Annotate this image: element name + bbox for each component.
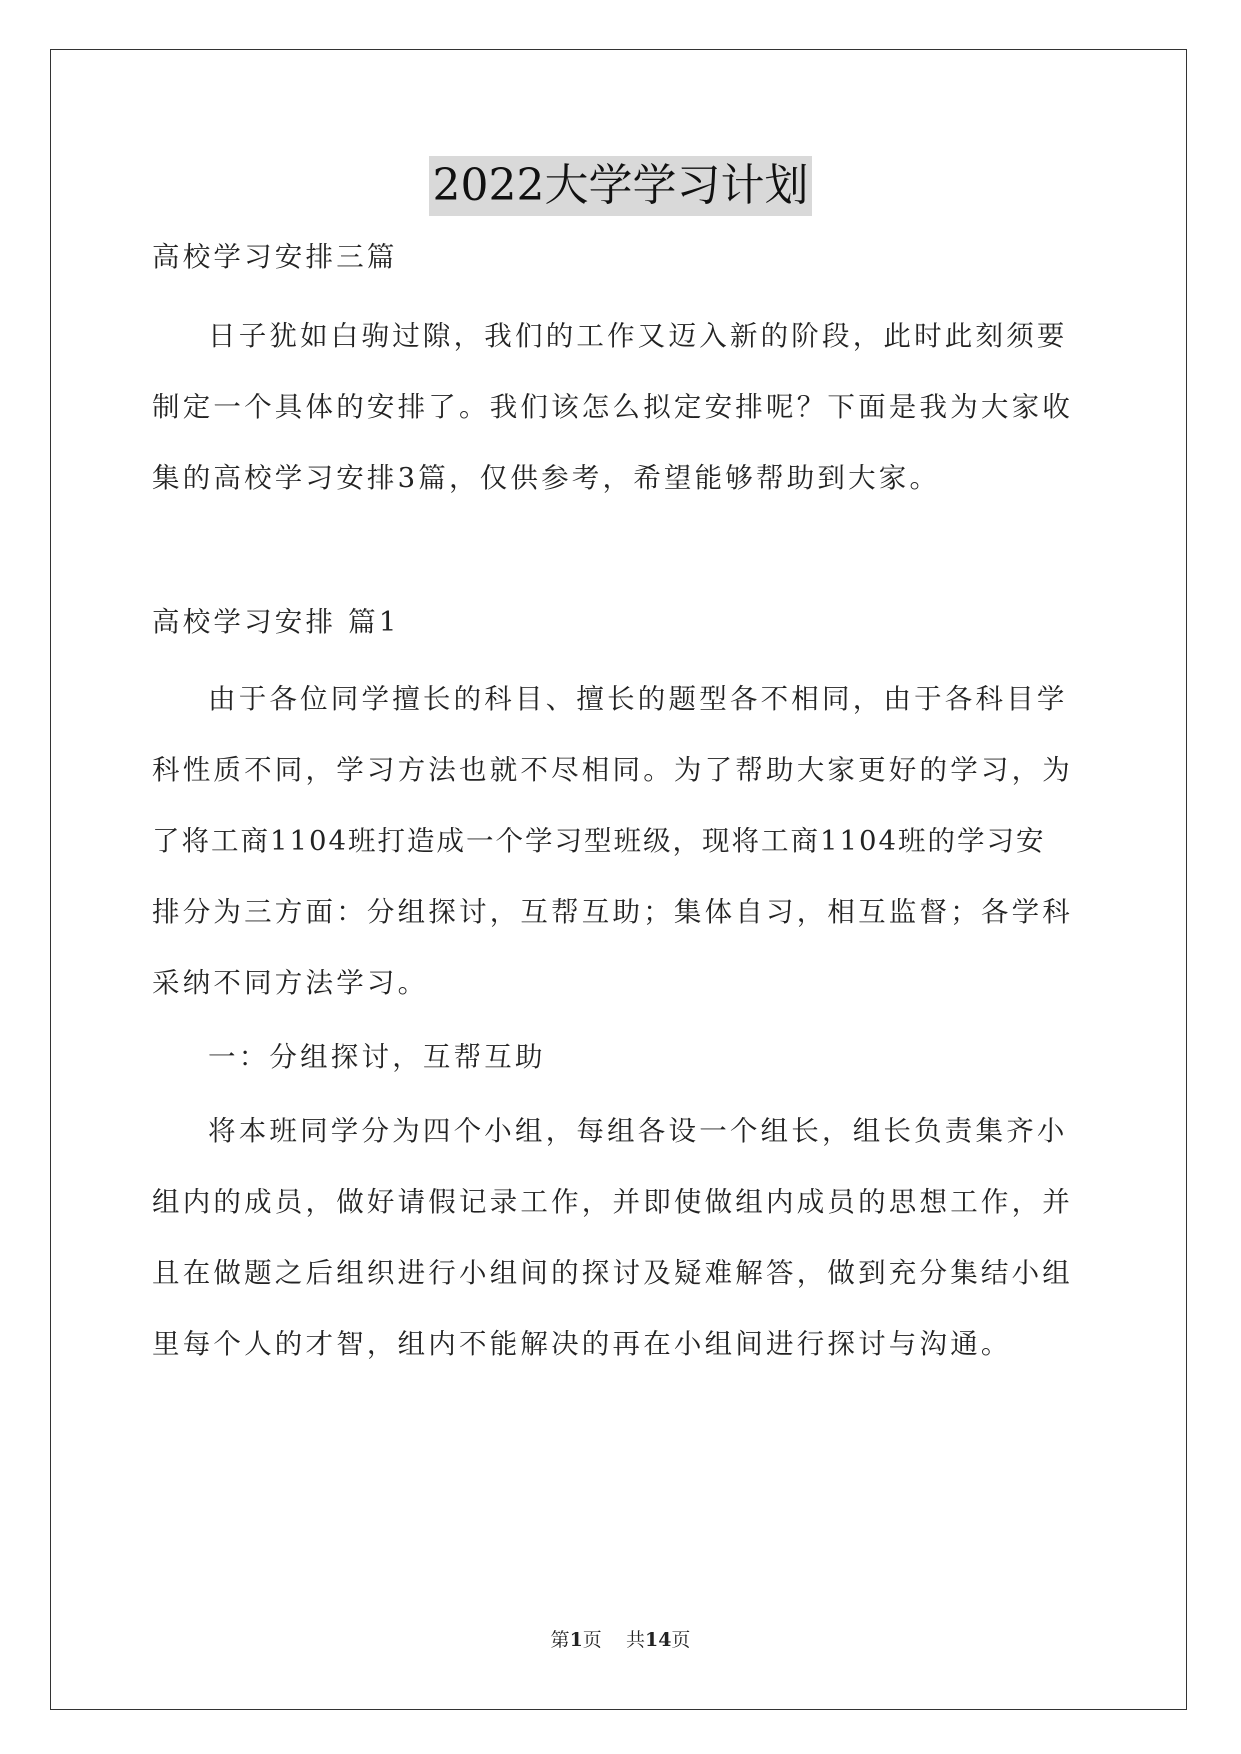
paragraph-line: 排分为三方面：分组探讨，互帮互助；集体自习，相互监督；各学科 — [152, 896, 1073, 928]
paragraph-line: 科性质不同，学习方法也就不尽相同。为了帮助大家更好的学习，为 — [152, 754, 1073, 786]
paragraph-line: 且在做题之后组织进行小组间的探讨及疑难解答，做到充分集结小组 — [152, 1257, 1073, 1289]
page-suffix: 页 — [671, 1629, 691, 1651]
document-subtitle: 高校学习安排三篇 — [152, 241, 398, 273]
paragraph-line: 由于各位同学擅长的科目、擅长的题型各不相同，由于各科目学 — [208, 683, 1068, 715]
title-wrap — [0, 156, 1241, 216]
current-page-number: 1 — [569, 1629, 583, 1651]
page-border — [50, 49, 1187, 1710]
paragraph-line: 组内的成员，做好请假记录工作，并即使做组内成员的思想工作，并 — [152, 1186, 1073, 1218]
page-footer — [0, 1627, 1241, 1653]
point-heading: 一：分组探讨，互帮互助 — [208, 1041, 546, 1073]
paragraph-line: 采纳不同方法学习。 — [152, 967, 429, 999]
page-prefix: 第 — [550, 1629, 570, 1651]
page-mid: 页 共 — [582, 1629, 645, 1651]
paragraph-line: 里每个人的才智，组内不能解决的再在小组间进行探讨与沟通。 — [152, 1328, 1012, 1360]
paragraph-line: 了将工商1104班打造成一个学习型班级，现将工商1104班的学习安 — [152, 825, 1046, 857]
total-page-number: 14 — [644, 1629, 672, 1651]
paragraph-line: 将本班同学分为四个小组，每组各设一个组长，组长负责集齐小 — [208, 1115, 1068, 1147]
intro-line: 日子犹如白驹过隙，我们的工作又迈入新的阶段，此时此刻须要 — [208, 320, 1068, 352]
document-title: 2022大学学习计划 — [429, 156, 813, 216]
intro-line: 制定一个具体的安排了。我们该怎么拟定安排呢？下面是我为大家收 — [152, 391, 1073, 423]
intro-line: 集的高校学习安排3篇，仅供参考，希望能够帮助到大家。 — [152, 462, 941, 494]
section-heading: 高校学习安排 篇1 — [152, 606, 400, 638]
